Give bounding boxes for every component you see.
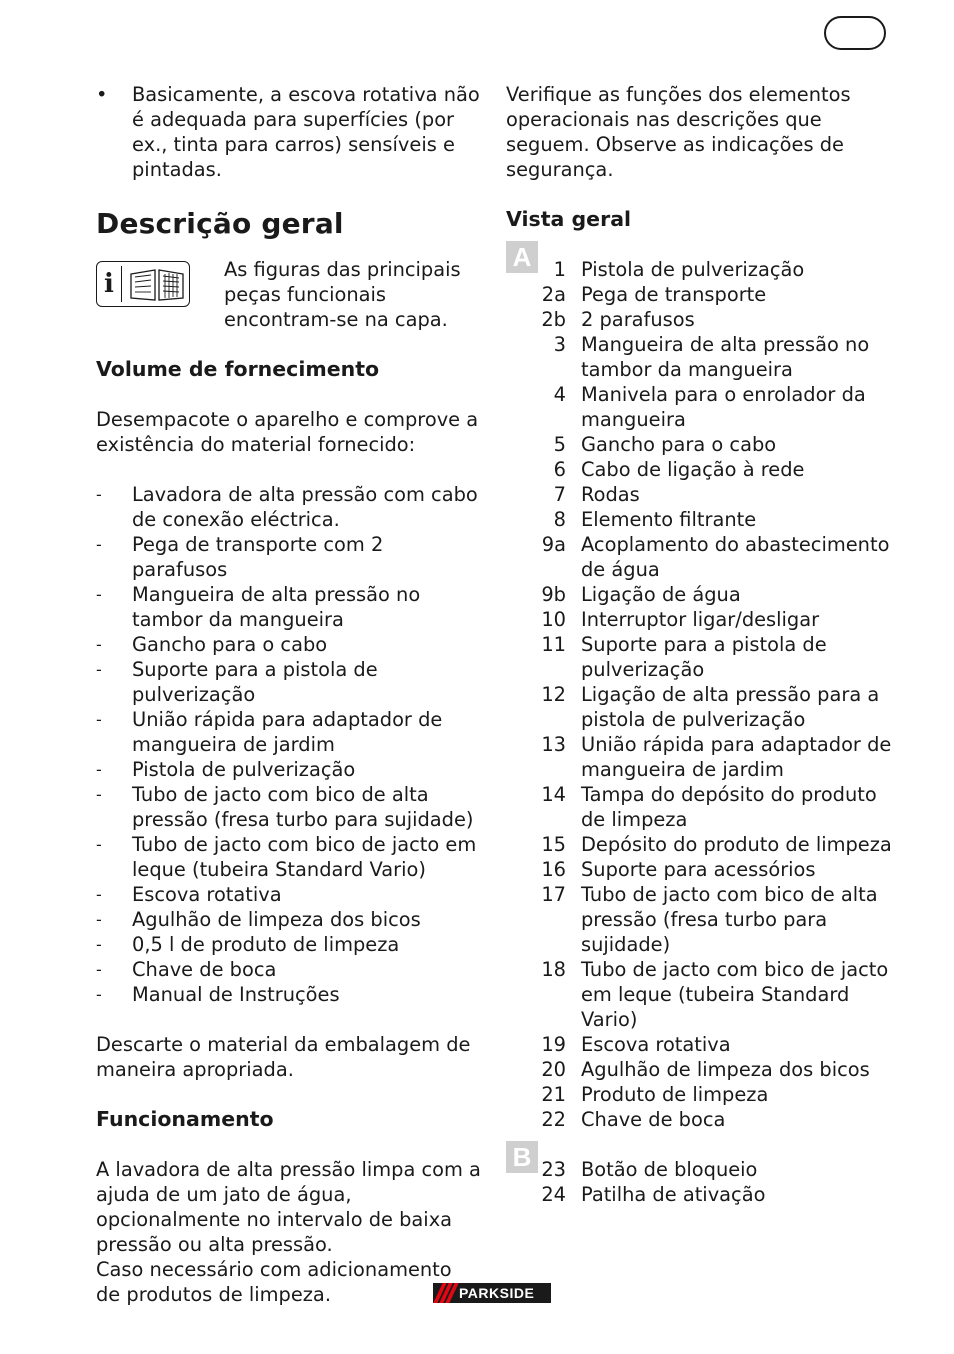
info-divider xyxy=(121,266,122,302)
function-text-2: Caso necessário com adicionamento de produtos de limpeza. xyxy=(96,1258,452,1306)
logo-text: PARKSIDE xyxy=(459,1285,535,1301)
delivery-list xyxy=(96,482,482,1007)
overview-item: 6 Cabo de ligação à rede xyxy=(553,458,805,481)
overview-item: 13 União rápida para adaptador de mangueira de jardim xyxy=(541,733,892,781)
delivery-intro: Desempacote o aparelho e comprove a existência do material fornecido: xyxy=(96,408,479,456)
logo-stripes-icon xyxy=(433,1283,459,1303)
list-item: - União rápida para adaptador de mangueira de jardim xyxy=(96,708,443,756)
list-item: - Mangueira de alta pressão no tambor da mangueira xyxy=(96,583,421,631)
list-item: - Suporte para a pistola de pulverização xyxy=(96,658,378,706)
info-text: As figuras das principais peças funcionais encontram-se na capa. xyxy=(224,258,461,331)
list-item: - Agulhão de limpeza dos bicos xyxy=(96,908,421,931)
list-item: - Manual de Instruções xyxy=(96,983,340,1006)
info-block xyxy=(96,257,482,332)
overview-item: 1 Pistola de pulverização xyxy=(553,258,805,281)
overview-list-b xyxy=(506,1157,892,1207)
overview-item: 12 Ligação de alta pressão para a pistola de pulverização xyxy=(541,683,880,731)
overview-item: 19 Escova rotativa xyxy=(541,1033,731,1056)
overview-item: 20 Agulhão de limpeza dos bicos xyxy=(541,1058,870,1081)
section-title-overview: Vista geral xyxy=(506,207,632,231)
intro-bullet-text: Basicamente, a escova rotativa não é adequada para superfícies (por ex., tinta para carros) sensíveis e pintadas. xyxy=(132,83,480,181)
overview-item: 17 Tubo de jacto com bico de alta pressão (fresa turbo para sujidade) xyxy=(541,883,878,956)
overview-item: 9a Acoplamento do abastecimento de água xyxy=(541,533,890,581)
overview-item: 21 Produto de limpeza xyxy=(541,1083,769,1106)
section-title-delivery: Volume de fornecimento xyxy=(96,357,380,381)
overview-item: 4 Manivela para o enrolador da mangueira xyxy=(553,383,866,431)
figure-label-a: A xyxy=(506,241,538,273)
list-item: - Pistola de pulverização xyxy=(96,758,356,781)
list-item: - Tubo de jacto com bico de alta pressão (fresa turbo para sujidade) xyxy=(96,783,474,831)
section-title-general-description: Descrição geral xyxy=(96,207,344,240)
function-text-1: A lavadora de alta pressão limpa com a ajuda de um jato de água, opcionalmente no intervalo de baixa pressão ou alta pressão. xyxy=(96,1158,481,1256)
list-item: - Pega de transporte com 2 parafusos xyxy=(96,533,384,581)
open-book-icon xyxy=(129,268,185,302)
list-item: - Lavadora de alta pressão com cabo de conexão eléctrica. xyxy=(96,483,478,531)
overview-item: 22 Chave de boca xyxy=(541,1108,726,1131)
overview-item: 2a Pega de transporte xyxy=(541,283,767,306)
overview-item: 8 Elemento filtrante xyxy=(553,508,757,531)
info-i-icon: i xyxy=(104,268,114,299)
section-title-function: Funcionamento xyxy=(96,1107,274,1131)
disposal-note: Descarte o material da embalagem de maneira apropriada. xyxy=(96,1033,471,1081)
intro-bullet xyxy=(96,82,482,182)
language-badge xyxy=(824,16,886,50)
overview-item: 15 Depósito do produto de limpeza xyxy=(541,833,892,856)
overview-item: 16 Suporte para acessórios xyxy=(541,858,816,881)
overview-item: 7 Rodas xyxy=(553,483,640,506)
figure-label-b: B xyxy=(506,1141,538,1173)
list-item: - Gancho para o cabo xyxy=(96,633,328,656)
overview-item: 2b 2 parafusos xyxy=(541,308,695,331)
overview-item: 24 Patilha de ativação xyxy=(541,1183,766,1206)
info-manual-icon xyxy=(96,261,190,307)
right-intro: Verifique as funções dos elementos operacionais nas descrições que seguem. Observe as indicações de segurança. xyxy=(506,83,851,181)
right-column xyxy=(506,82,892,1207)
list-item: - Chave de boca xyxy=(96,958,277,981)
overview-item: 14 Tampa do depósito do produto de limpeza xyxy=(541,783,877,831)
list-item: - 0,5 l de produto de limpeza xyxy=(96,933,400,956)
overview-item: 5 Gancho para o cabo xyxy=(553,433,777,456)
list-item: - Escova rotativa xyxy=(96,883,282,906)
overview-item: 9b Ligação de água xyxy=(541,583,741,606)
list-item: - Tubo de jacto com bico de jacto em leque (tubeira Standard Vario) xyxy=(96,833,477,881)
overview-list-a xyxy=(506,257,892,1132)
bullet-mark: • xyxy=(96,83,108,106)
parkside-logo xyxy=(433,1283,551,1303)
overview-item: 23 Botão de bloqueio xyxy=(541,1158,758,1181)
overview-item: 18 Tubo de jacto com bico de jacto em leque (tubeira Standard Vario) xyxy=(541,958,889,1031)
overview-item: 3 Mangueira de alta pressão no tambor da mangueira xyxy=(553,333,870,381)
overview-item: 10 Interruptor ligar/desligar xyxy=(541,608,820,631)
overview-item: 11 Suporte para a pistola de pulverização xyxy=(541,633,827,681)
left-column xyxy=(96,82,482,1307)
